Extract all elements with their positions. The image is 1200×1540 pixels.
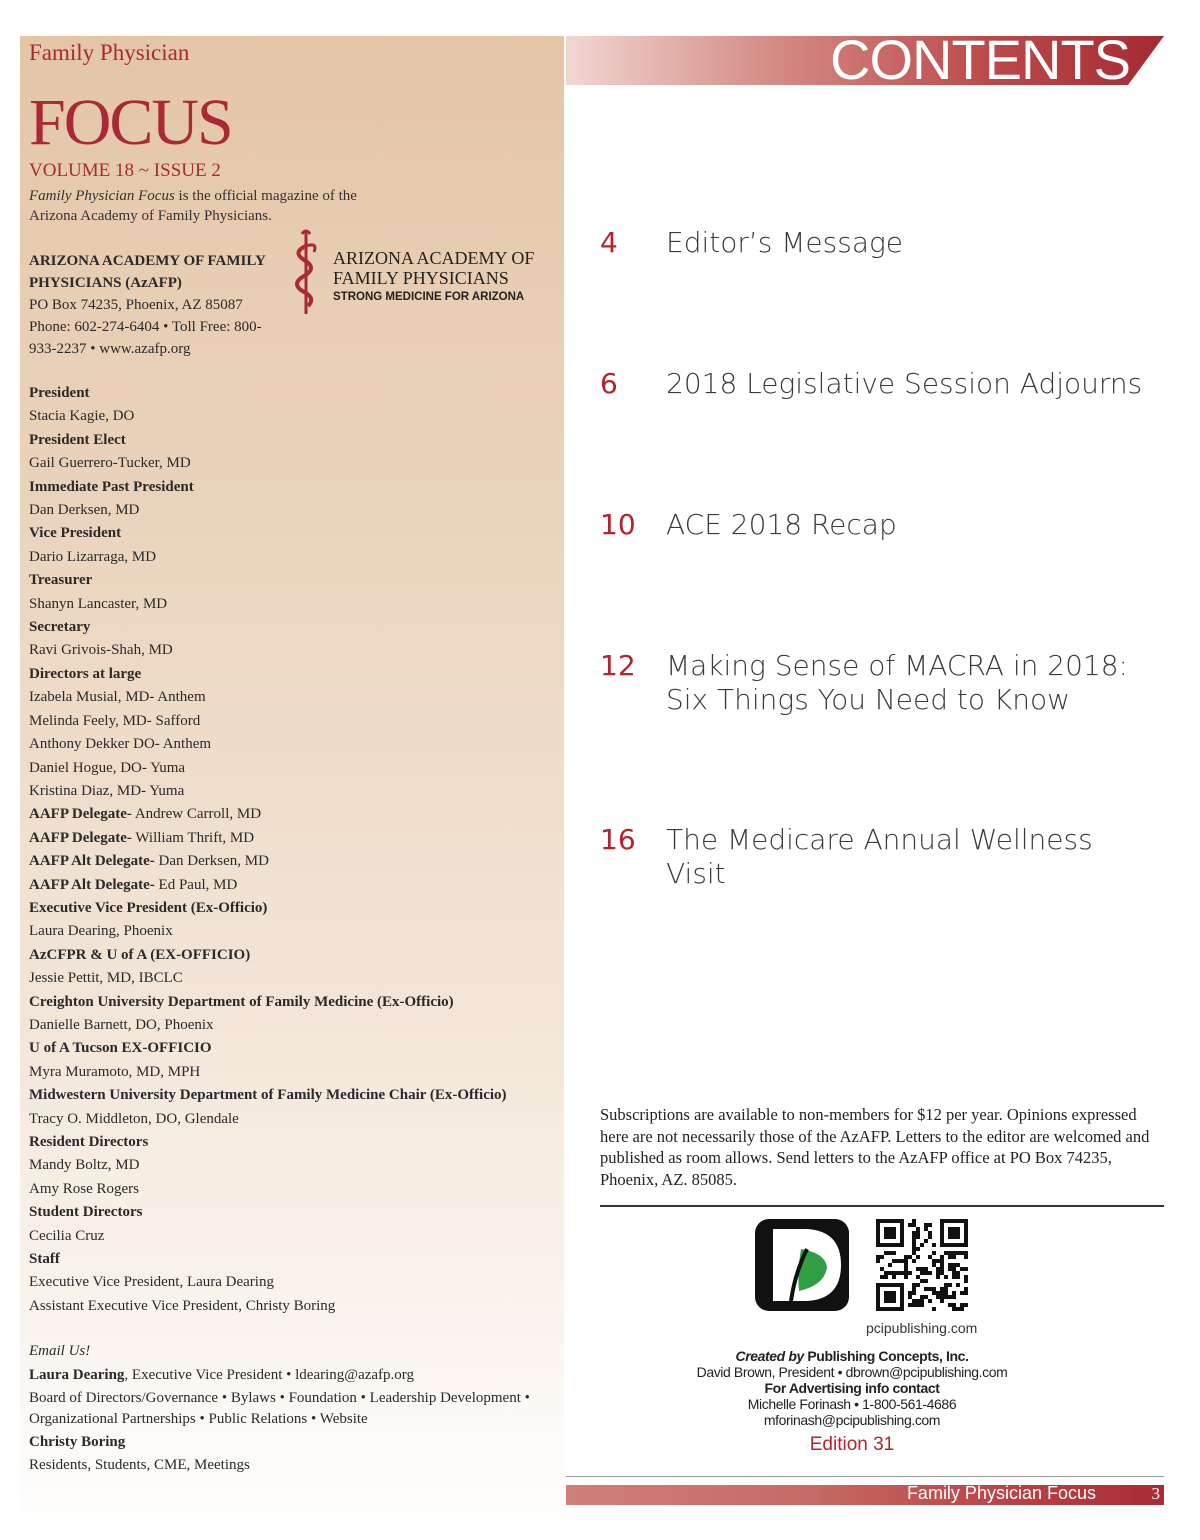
board-row xyxy=(29,1084,549,1107)
publisher-company: Publishing Concepts, Inc. xyxy=(803,1348,969,1364)
board-member: Amy Rose Rogers xyxy=(29,1180,139,1197)
logo-text xyxy=(333,248,534,306)
board-row xyxy=(29,452,549,475)
board-member: William Thrift, MD xyxy=(131,829,255,846)
board-role: Creighton University Department of Family Medicine (Ex-Officio) xyxy=(29,993,454,1010)
board-row xyxy=(29,757,549,780)
board-member: Dario Lizarraga, MD xyxy=(29,548,157,565)
pci-logo-icon xyxy=(755,1219,849,1311)
board-row xyxy=(29,897,549,920)
org-phone-line1: Phone: 602-274-6404 • Toll Free: 800- xyxy=(29,319,262,335)
board-row xyxy=(29,1225,549,1248)
board-role: President Elect xyxy=(29,431,126,448)
toc-page-number: 16 xyxy=(600,823,636,856)
board-row xyxy=(29,1248,549,1271)
board-row xyxy=(29,639,549,662)
board-member: Gail Guerrero-Tucker, MD xyxy=(29,455,191,472)
board-member: Laura Dearing, Phoenix xyxy=(29,923,173,940)
board-row xyxy=(29,593,549,616)
page-number: 3 xyxy=(1151,1484,1160,1503)
board-row xyxy=(29,1271,549,1294)
contact1-name: Laura Dearing xyxy=(29,1367,125,1383)
board-row xyxy=(29,499,549,522)
board-role: AAFP Alt Delegate- xyxy=(29,853,155,870)
board-member: Stacia Kagie, DO xyxy=(29,408,135,425)
board-member: Andrew Carroll, MD xyxy=(131,806,262,823)
board-row xyxy=(29,827,549,850)
board-member: Melinda Feely, MD- Safford xyxy=(29,712,201,729)
contents-heading: CONTENTS xyxy=(830,28,1130,91)
board-role: President xyxy=(29,385,90,401)
board-role: Treasurer xyxy=(29,572,93,589)
board-row xyxy=(29,710,549,733)
board-row xyxy=(29,382,549,405)
toc-title[interactable]: Making Sense of MACRA in 2018: Six Things You Need to Know xyxy=(666,649,1128,716)
advertising-email[interactable]: mforinash@pcipublishing.com xyxy=(763,1412,941,1428)
contact2-duties: Residents, Students, CME, Meetings xyxy=(29,1457,250,1473)
board-row xyxy=(29,1014,549,1037)
footer-title: Family Physician Focus xyxy=(906,1483,1096,1503)
board-role: Midwestern University Department of Family Medicine Chair (Ex-Officio) xyxy=(29,1087,507,1104)
board-member: Ravi Grivois-Shah, MD xyxy=(29,642,173,659)
volume-issue: VOLUME 18 ~ ISSUE 2 xyxy=(29,160,221,181)
logo-line1: ARIZONA ACADEMY OF xyxy=(333,248,535,268)
board-member: Shanyn Lancaster, MD xyxy=(29,595,168,612)
board-row xyxy=(29,1154,549,1177)
logo-line2: FAMILY PHYSICIANS xyxy=(333,268,509,288)
toc-page-number: 10 xyxy=(600,508,636,541)
board-row xyxy=(29,476,549,499)
board-row xyxy=(29,405,549,428)
board-row xyxy=(29,522,549,545)
description-italic: Family Physician Focus xyxy=(29,188,175,204)
board-row xyxy=(29,616,549,639)
org-phone-line2: 933-2237 • www.azafp.org xyxy=(29,341,191,357)
contact1-duties-line1: Board of Directors/Governance • Bylaws • Foundation • Leadership Development • xyxy=(29,1390,530,1406)
subscription-notice: Subscriptions are available to non-members for $12 per year. Opinions expressed here are not necessarily those of the AzAFP. Letters to the editor are welcomed and published as room allows. Send letters to the AzAFP office at PO Box 74235, Phoenix, AZ. 85085. xyxy=(600,1105,1150,1189)
toc-page-number: 4 xyxy=(600,226,618,259)
toc-page-number: 12 xyxy=(600,649,636,682)
board-role: AAFP Alt Delegate- xyxy=(29,876,155,893)
masthead-sidebar xyxy=(20,36,564,1540)
board-row xyxy=(29,569,549,592)
board-member: Izabela Musial, MD- Anthem xyxy=(29,689,206,706)
qr-code-icon[interactable] xyxy=(876,1219,968,1311)
org-name-line1: ARIZONA ACADEMY OF FAMILY xyxy=(29,253,266,269)
org-address: PO Box 74235, Phoenix, AZ 85087 xyxy=(29,297,243,313)
board-role: Immediate Past President xyxy=(29,478,194,495)
board-row xyxy=(29,1178,549,1201)
board-member: Assistant Executive Vice President, Christy Boring xyxy=(29,1297,336,1314)
board-member: Myra Muramoto, MD, MPH xyxy=(29,1063,201,1080)
board-role: AzCFPR & U of A (EX-OFFICIO) xyxy=(29,946,251,963)
page-footer xyxy=(566,1485,1164,1505)
board-row xyxy=(29,944,549,967)
board-member: Mandy Boltz, MD xyxy=(29,1157,140,1174)
publisher-url[interactable]: pcipublishing.com xyxy=(866,1320,978,1336)
board-member: Cecilia Cruz xyxy=(29,1227,105,1244)
caduceus-icon xyxy=(288,228,324,316)
board-role: AAFP Delegate- xyxy=(29,829,132,846)
board-row xyxy=(29,1061,549,1084)
board-row xyxy=(29,780,549,803)
board-row xyxy=(29,429,549,452)
board-member: Executive Vice President, Laura Dearing xyxy=(29,1274,274,1291)
board-member: Daniel Hogue, DO- Yuma xyxy=(29,759,186,776)
publisher-president: David Brown, President • dbrown@pcipublishing.com xyxy=(696,1364,1008,1380)
board-row xyxy=(29,991,549,1014)
board-member: Danielle Barnett, DO, Phoenix xyxy=(29,1016,214,1033)
toc-title[interactable]: Editor’s Message xyxy=(666,226,904,259)
divider xyxy=(600,1205,1164,1207)
azafp-logo xyxy=(288,228,538,318)
toc-page-number: 6 xyxy=(600,367,618,400)
footer-divider xyxy=(566,1476,1164,1477)
board-of-directors xyxy=(29,382,549,1318)
contents-header-bar xyxy=(566,28,1166,91)
contact1-duties-line2: Organizational Partnerships • Public Relations • Website xyxy=(29,1411,368,1427)
board-member: Dan Derksen, MD xyxy=(154,853,269,870)
board-member: Anthony Dekker DO- Anthem xyxy=(29,736,212,753)
board-row xyxy=(29,803,549,826)
board-row xyxy=(29,663,549,686)
contact1-details[interactable]: , Executive Vice President • ldearing@azafp.org xyxy=(124,1367,415,1383)
board-member: Tracy O. Middleton, DO, Glendale xyxy=(29,1110,239,1127)
board-row xyxy=(29,1037,549,1060)
contact1-line xyxy=(29,1365,549,1386)
board-role: Staff xyxy=(29,1251,60,1268)
board-member: Kristina Diaz, MD- Yuma xyxy=(29,782,185,799)
edition-number: Edition 31 xyxy=(809,1434,895,1455)
board-row xyxy=(29,1201,549,1224)
board-member: Ed Paul, MD xyxy=(154,876,238,893)
board-row xyxy=(29,1131,549,1154)
board-role: Executive Vice President (Ex-Officio) xyxy=(29,899,268,916)
magazine-title: FOCUS xyxy=(29,86,232,159)
board-row xyxy=(29,733,549,756)
toc-title[interactable]: ACE 2018 Recap xyxy=(666,508,897,541)
magazine-description xyxy=(29,186,357,226)
board-row xyxy=(29,686,549,709)
email-us-section xyxy=(29,1341,549,1476)
board-role: U of A Tucson EX-OFFICIO xyxy=(29,1040,212,1057)
board-row xyxy=(29,546,549,569)
board-row xyxy=(29,1108,549,1131)
board-role: Student Directors xyxy=(29,1204,143,1221)
board-role: Directors at large xyxy=(29,665,142,682)
org-contact xyxy=(29,250,279,360)
logo-tagline: STRONG MEDICINE FOR ARIZONA xyxy=(333,291,525,303)
description-rest: is the official magazine of the xyxy=(174,188,357,204)
board-row xyxy=(29,920,549,943)
board-role: Secretary xyxy=(29,619,91,636)
magazine-brand: Family Physician xyxy=(29,40,190,65)
board-role: Vice President xyxy=(29,525,122,542)
board-role: Resident Directors xyxy=(29,1134,149,1150)
board-role: AAFP Delegate- xyxy=(29,806,132,823)
publisher-credits xyxy=(652,1348,1052,1428)
board-row xyxy=(29,967,549,990)
board-row xyxy=(29,874,549,897)
toc-title[interactable]: 2018 Legislative Session Adjourns xyxy=(666,367,1143,400)
org-name-line2: PHYSICIANS (AzAFP) xyxy=(29,275,182,291)
toc-title[interactable]: The Medicare Annual Wellness Visit xyxy=(666,823,1093,890)
board-member: Jessie Pettit, MD, IBCLC xyxy=(29,970,183,987)
board-member: Dan Derksen, MD xyxy=(29,502,140,519)
created-by-label: Created by xyxy=(735,1348,804,1364)
email-heading: Email Us! xyxy=(29,1343,91,1359)
description-line2: Arizona Academy of Family Physicians. xyxy=(29,208,272,224)
board-row xyxy=(29,850,549,873)
contact2-name: Christy Boring xyxy=(29,1434,126,1450)
advertising-contact: Michelle Forinash • 1-800-561-4686 xyxy=(747,1396,957,1412)
advertising-label: For Advertising info contact xyxy=(764,1380,940,1396)
board-row xyxy=(29,1295,549,1318)
